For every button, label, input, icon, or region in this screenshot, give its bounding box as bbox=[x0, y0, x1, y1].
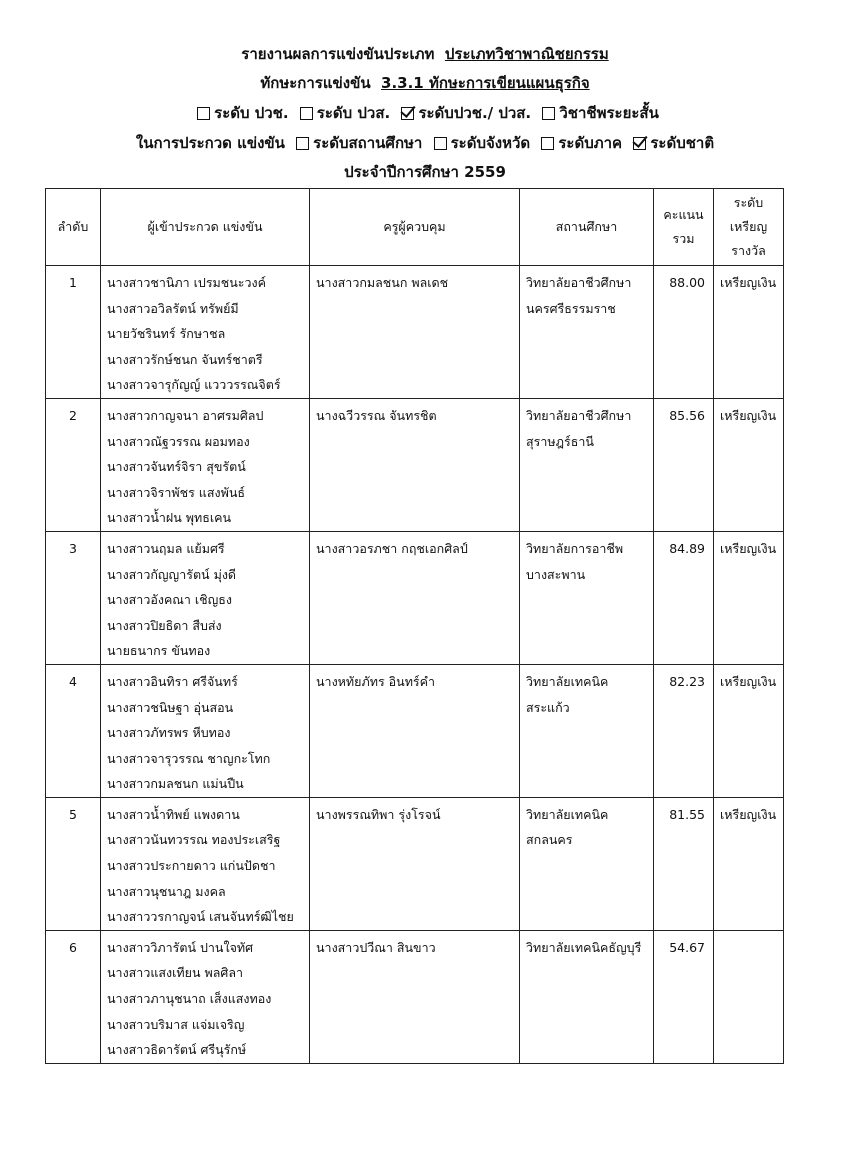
cell-medal bbox=[714, 266, 784, 399]
row-number: 3 bbox=[69, 540, 77, 556]
contestant-name: นางสาวน้ำฝน พุทธเคน bbox=[107, 510, 232, 526]
cell-score bbox=[654, 531, 714, 664]
cell-school bbox=[520, 398, 654, 531]
contestant-name: นางสาวอินทิรา ศรีจันทร์ bbox=[107, 673, 238, 689]
level-label-1: ระดับ ปวส. bbox=[316, 104, 391, 122]
row-number: 2 bbox=[69, 407, 77, 423]
medal-value: เหรียญเงิน bbox=[720, 806, 777, 822]
col-header-score-text: คะแนน รวม bbox=[663, 207, 704, 246]
cell-score bbox=[654, 930, 714, 1063]
cell-score bbox=[654, 664, 714, 797]
contestant-name: นางสาวบริมาส แจ่มเจริญ bbox=[107, 1016, 245, 1032]
cell-medal bbox=[714, 930, 784, 1063]
contestant-name: นางสาวอังคณา เชิญธง bbox=[107, 592, 233, 608]
cell-no bbox=[46, 266, 101, 399]
table-body bbox=[46, 266, 784, 1064]
contestant-name: นางสาวจารุกัญญ์ แวววรรณจิตร์ bbox=[107, 377, 281, 393]
col-header-school bbox=[520, 189, 654, 266]
cell-contestants bbox=[101, 797, 310, 930]
checkbox-contest-0[interactable] bbox=[296, 137, 309, 150]
checkbox-contest-1[interactable] bbox=[434, 137, 447, 150]
level-checkbox-row bbox=[0, 103, 850, 123]
contestant-name: นางสาวณัฐวรรณ ผอมทอง bbox=[107, 433, 250, 449]
col-header-contestants bbox=[101, 189, 310, 266]
score-value: 81.55 bbox=[669, 806, 705, 822]
school-name-line: วิทยาลัยเทคนิค bbox=[526, 806, 609, 822]
school-name-line: สุราษฎร์ธานี bbox=[526, 433, 594, 449]
teacher-name: นางหทัยภัทร อินทร์คำ bbox=[316, 673, 436, 689]
contestant-name: นางสาวภานุชนาถ เส็งแสงทอง bbox=[107, 991, 272, 1007]
contestant-name: นางสาวจารุวรรณ ชาญกะโทก bbox=[107, 750, 271, 766]
contestant-name: นายธนากร ขันทอง bbox=[107, 643, 211, 659]
cell-no bbox=[46, 664, 101, 797]
results-table bbox=[45, 188, 784, 1064]
cell-school bbox=[520, 664, 654, 797]
contestant-name: นางสาวกาญจนา อาศรมศิลป bbox=[107, 407, 264, 423]
row-number: 1 bbox=[69, 275, 77, 290]
score-value: 85.56 bbox=[669, 407, 705, 423]
cell-teacher bbox=[310, 531, 520, 664]
contestant-name: นางสาวประกายดาว แก่นปัดชา bbox=[107, 858, 276, 874]
contestant-name: นางสาวนันทวรรณ ทองประเสริฐ bbox=[107, 832, 281, 848]
teacher-name: นางฉวีวรรณ จันทรชิต bbox=[316, 407, 437, 423]
table-header-row bbox=[46, 189, 784, 266]
score-value: 54.67 bbox=[669, 939, 705, 955]
cell-contestants bbox=[101, 930, 310, 1063]
school-name-line: วิทยาลัยเทคนิค bbox=[526, 673, 609, 689]
cell-medal bbox=[714, 797, 784, 930]
contestant-name: นางสาววรกาญจน์ เสนจันทร์ฒิไชย bbox=[107, 909, 294, 925]
contestant-name: นางสาววิภารัตน์ ปานใจทัศ bbox=[107, 939, 254, 955]
teacher-name: นางสาวกมลชนก พลเดช bbox=[316, 275, 449, 290]
checkbox-level-0[interactable] bbox=[197, 107, 210, 120]
cell-contestants bbox=[101, 664, 310, 797]
school-name-line: นครศรีธรรมราช bbox=[526, 300, 616, 316]
table-row bbox=[46, 531, 784, 664]
contest-checkbox-row bbox=[0, 133, 850, 153]
contestant-name: นางสาวภัทรพร หีบทอง bbox=[107, 725, 231, 741]
cell-score bbox=[654, 398, 714, 531]
contestant-name: นางสาวชานิภา เปรมชนะวงค์ bbox=[107, 275, 267, 290]
contest-label-0: ระดับสถานศึกษา bbox=[313, 134, 423, 152]
contestant-name: นางสาวชนิษฐา อุ่นสอน bbox=[107, 699, 234, 715]
level-label-2: ระดับปวช./ ปวส. bbox=[418, 104, 532, 122]
medal-value: เหรียญเงิน bbox=[720, 275, 777, 290]
score-value: 84.89 bbox=[669, 540, 705, 556]
row-number: 6 bbox=[69, 939, 77, 955]
cell-teacher bbox=[310, 930, 520, 1063]
skill-prefix: ทักษะการแข่งขัน bbox=[260, 74, 371, 92]
medal-value: เหรียญเงิน bbox=[720, 673, 777, 689]
cell-medal bbox=[714, 531, 784, 664]
cell-no bbox=[46, 398, 101, 531]
cell-school bbox=[520, 531, 654, 664]
contestant-name: นายวัชรินทร์ รักษาชล bbox=[107, 326, 226, 342]
cell-teacher bbox=[310, 398, 520, 531]
cell-contestants bbox=[101, 398, 310, 531]
col-header-teacher-text: ครูผู้ควบคุม bbox=[383, 219, 446, 234]
contestant-name: นางสาวกัญญารัตน์ มุ่งดี bbox=[107, 566, 237, 582]
table-row bbox=[46, 398, 784, 531]
checkbox-contest-3[interactable] bbox=[633, 137, 646, 150]
school-name-line: วิทยาลัยอาชีวศึกษา bbox=[526, 275, 632, 290]
contestant-name: นางสาวอวิลรัตน์ ทรัพย์มี bbox=[107, 300, 239, 316]
col-header-contestants-text: ผู้เข้าประกวด แข่งขัน bbox=[147, 219, 263, 234]
cell-teacher bbox=[310, 664, 520, 797]
contestant-name: นางสาวจิราพัชร แสงพันธ์ bbox=[107, 484, 246, 500]
contestant-name: นางสาวนฤมล แย้มศรี bbox=[107, 540, 225, 556]
school-name-line: วิทยาลัยเทคนิคธัญบุรี bbox=[526, 939, 642, 955]
cell-no bbox=[46, 797, 101, 930]
cell-school bbox=[520, 797, 654, 930]
contest-label-3: ระดับชาติ bbox=[650, 134, 715, 152]
skill-line bbox=[0, 73, 850, 93]
col-header-school-text: สถานศึกษา bbox=[555, 219, 618, 234]
col-header-medal-text: ระดับ เหรียญ รางวัล bbox=[729, 195, 768, 258]
contestant-name: นางสาวจันทร์จิรา สุขรัตน์ bbox=[107, 459, 246, 475]
cell-medal bbox=[714, 398, 784, 531]
contestant-name: นางสาวแสงเทียน พลศิลา bbox=[107, 965, 243, 981]
contestant-name: นางสาวน้ำทิพย์ แพงดาน bbox=[107, 806, 240, 822]
contestant-name: นางสาวปิยธิดา สืบส่ง bbox=[107, 617, 222, 633]
cell-teacher bbox=[310, 266, 520, 399]
contestant-name: นางสาวนุชนาฎ มงคล bbox=[107, 883, 226, 899]
checkbox-level-2[interactable] bbox=[401, 107, 414, 120]
checkbox-level-3[interactable] bbox=[542, 107, 555, 120]
contest-prefix: ในการประกวด แข่งขัน bbox=[135, 134, 285, 152]
cell-medal bbox=[714, 664, 784, 797]
col-header-no bbox=[46, 189, 101, 266]
teacher-name: นางพรรณทิพา รุ่งโรจน์ bbox=[316, 806, 441, 822]
contest-label-2: ระดับภาค bbox=[558, 134, 623, 152]
skill-value: 3.3.1 ทักษะการเขียนแผนธุรกิจ bbox=[381, 74, 590, 92]
academic-year: ประจำปีการศึกษา 2559 bbox=[344, 163, 506, 181]
contest-label-1: ระดับจังหวัด bbox=[450, 134, 531, 152]
medal-value: เหรียญเงิน bbox=[720, 540, 777, 556]
col-header-medal bbox=[714, 189, 784, 266]
cell-score bbox=[654, 266, 714, 399]
cell-school bbox=[520, 930, 654, 1063]
cell-teacher bbox=[310, 797, 520, 930]
score-value: 82.23 bbox=[669, 673, 705, 689]
school-name-line: วิทยาลัยการอาชีพ bbox=[526, 540, 624, 556]
row-number: 4 bbox=[69, 673, 77, 689]
table-row bbox=[46, 266, 784, 399]
school-name-line: บางสะพาน bbox=[526, 566, 586, 582]
table-row bbox=[46, 930, 784, 1063]
col-header-teacher bbox=[310, 189, 520, 266]
table-row bbox=[46, 664, 784, 797]
col-header-no-text: ลำดับ bbox=[57, 219, 89, 234]
checkbox-level-1[interactable] bbox=[300, 107, 313, 120]
row-number: 5 bbox=[69, 806, 77, 822]
checkbox-contest-2[interactable] bbox=[541, 137, 554, 150]
contestant-name: นางสาวกมลชนก แม่นปืน bbox=[107, 776, 244, 792]
school-name-line: สกลนคร bbox=[526, 832, 573, 848]
cell-school bbox=[520, 266, 654, 399]
school-name-line: สระแก้ว bbox=[526, 699, 570, 715]
level-label-0: ระดับ ปวช. bbox=[214, 104, 289, 122]
category-value: ประเภทวิชาพาณิชยกรรม bbox=[444, 45, 609, 63]
score-value: 88.00 bbox=[669, 275, 705, 290]
teacher-name: นางสาวปวีณา สินขาว bbox=[316, 939, 436, 955]
teacher-name: นางสาวอรภชา กฤชเอกศิลป์ bbox=[316, 540, 468, 556]
cell-score bbox=[654, 797, 714, 930]
contestant-name: นางสาวธิดารัตน์ ศรีนุรักษ์ bbox=[107, 1042, 247, 1058]
level-label-3: วิชาชีพระยะสั้น bbox=[559, 104, 659, 122]
col-header-score bbox=[654, 189, 714, 266]
cell-contestants bbox=[101, 266, 310, 399]
report-title bbox=[0, 44, 850, 64]
cell-no bbox=[46, 531, 101, 664]
title-prefix: รายงานผลการแข่งขันประเภท bbox=[241, 45, 435, 63]
school-name-line: วิทยาลัยอาชีวศึกษา bbox=[526, 407, 632, 423]
table-row bbox=[46, 797, 784, 930]
cell-no bbox=[46, 930, 101, 1063]
cell-contestants bbox=[101, 531, 310, 664]
contestant-name: นางสาวรักษ์ชนก จันทร์ชาตรี bbox=[107, 351, 263, 367]
medal-value: เหรียญเงิน bbox=[720, 407, 777, 423]
